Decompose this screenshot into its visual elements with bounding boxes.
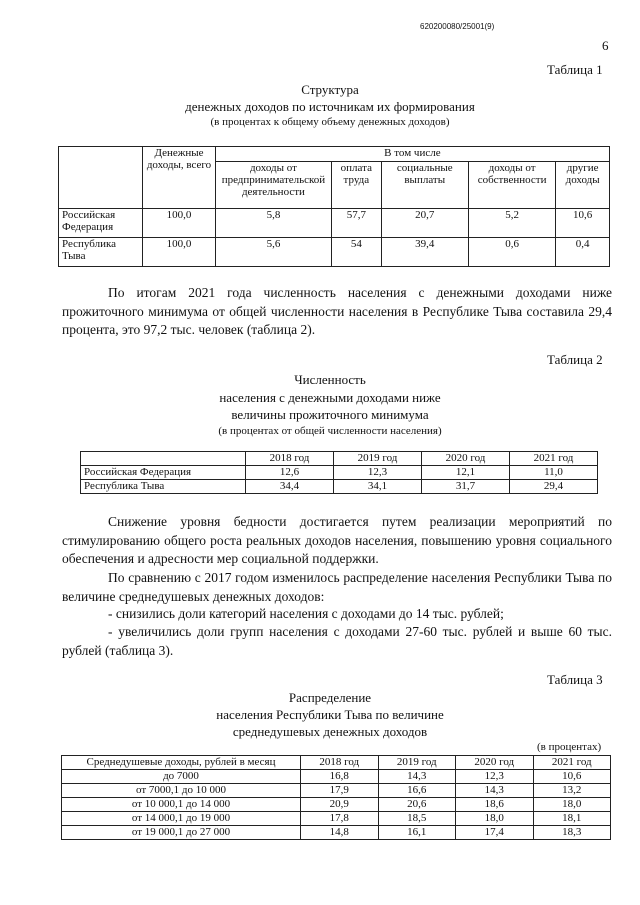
table1-cell: 54 [332,238,381,267]
table3-cell: 13,2 [533,784,611,798]
table1-subcol: доходы от собственности [468,162,555,209]
table3-row-name: от 10 000,1 до 14 000 [62,798,301,812]
table3-cell: 16,6 [378,784,456,798]
table2-cell: 12,6 [246,466,334,480]
table1-row-name: Республика Тыва [59,238,143,267]
table3-cell: 12,3 [456,770,534,784]
table3-row-name: от 14 000,1 до 19 000 [62,812,301,826]
table1-title: Структура [301,82,359,97]
table1-cell: 5,8 [215,209,331,238]
table3-cell: 18,1 [533,812,611,826]
table2-cell: 11,0 [510,466,598,480]
table3-cell: 14,3 [456,784,534,798]
table3-cell: 17,4 [456,826,534,840]
table3-cell: 20,9 [301,798,379,812]
table2-row-name: Республика Тыва [81,480,246,494]
table1-cell: 100,0 [143,238,216,267]
table2-cell: 12,3 [334,466,422,480]
table3-cell: 10,6 [533,770,611,784]
table1-row-name: Российская Федерация [59,209,143,238]
table3-row-name: от 19 000,1 до 27 000 [62,826,301,840]
paragraph-3: По сравнению с 2017 годом изменилось распределение населения Республики Тыва по величине среднедушевых денежных доходов: [62,570,612,604]
table3-year-header: 2021 год [533,756,611,770]
table1-subcol: социальные выплаты [381,162,468,209]
table3-cell: 20,6 [378,798,456,812]
table1-subcol: другие доходы [556,162,610,209]
table1-cell: 39,4 [381,238,468,267]
paragraph-2: Снижение уровня бедности достигается путем реализации мероприятий по стимулированию общего роста реальных доходов населения, повышению уровня социального обеспечения и адресности мер социальной поддержки. [62,514,612,566]
table3-subtitle-2: среднедушевых денежных доходов [232,724,428,739]
table3-row-name: от 7000,1 до 10 000 [62,784,301,798]
table1-cell: 57,7 [332,209,381,238]
table3 [61,755,611,840]
table1-cell: 5,2 [468,209,555,238]
paragraph-1: По итогам 2021 года численность населения с денежными доходами ниже прожиточного минимума от общей численности населения в Республике Тыва составила 29,4 процента, это 97,2 тыс. человек (таблица 2). [62,285,612,337]
table3-col-header: Среднедушевые доходы, рублей в месяц [62,756,301,770]
table3-year-header: 2020 год [456,756,534,770]
table3-cell: 16,1 [378,826,456,840]
table3-year-header: 2019 год [378,756,456,770]
table2-year-header: 2021 год [510,452,598,466]
table1-cell: 20,7 [381,209,468,238]
table2-cell: 12,1 [422,466,510,480]
bullet-2: - увеличились доли групп населения с доходами 27-60 тыс. рублей и выше 60 тыс. рублей (таблица 3). [62,624,612,658]
table2-corner [81,452,246,466]
table3-row-name: до 7000 [62,770,301,784]
table3-cell: 17,8 [301,812,379,826]
page-number: 6 [602,38,609,53]
table2-row-name: Российская Федерация [81,466,246,480]
table1-cell: 0,6 [468,238,555,267]
table3-cell: 14,8 [301,826,379,840]
table3-cell: 18,3 [533,826,611,840]
table2-subtitle-1: населения с денежными доходами ниже [219,390,441,405]
table1-col-total: Денежные доходы, всего [143,147,216,209]
table1 [58,146,610,267]
table3-note: (в процентах) [537,741,602,753]
table1-subcol: оплата труда [332,162,381,209]
table1-note: (в процентах к общему объему денежных доходов) [210,116,450,128]
table2-cell: 34,4 [246,480,334,494]
table3-subtitle-1: населения Республики Тыва по величине [216,707,444,722]
table2-cell: 29,4 [510,480,598,494]
table2-title: Численность [294,372,366,387]
table1-corner [59,147,143,209]
table1-cell: 10,6 [556,209,610,238]
table2-cell: 31,7 [422,480,510,494]
table1-subcol: доходы от предпринимательской деятельности [215,162,331,209]
table2-subtitle-2: величины прожиточного минимума [231,407,429,422]
table3-cell: 18,6 [456,798,534,812]
table1-group-header: В том числе [215,147,609,162]
table2-year-header: 2019 год [334,452,422,466]
table2-label: Таблица 2 [547,352,603,367]
table1-cell: 5,6 [215,238,331,267]
table3-cell: 17,9 [301,784,379,798]
bullet-1: - снизились доли категорий населения с доходами до 14 тыс. рублей; [108,606,504,621]
table1-cell: 0,4 [556,238,610,267]
table3-title: Распределение [288,690,372,705]
table2-year-header: 2020 год [422,452,510,466]
table3-cell: 18,5 [378,812,456,826]
table2 [80,451,598,494]
table3-cell: 18,0 [533,798,611,812]
table2-year-header: 2018 год [246,452,334,466]
table1-cell: 100,0 [143,209,216,238]
table3-label: Таблица 3 [547,672,603,687]
table3-cell: 16,8 [301,770,379,784]
table2-note: (в процентах от общей численности населения) [218,425,442,437]
table2-cell: 34,1 [334,480,422,494]
table1-label: Таблица 1 [547,62,603,77]
table3-cell: 18,0 [456,812,534,826]
table3-year-header: 2018 год [301,756,379,770]
document-id: 620200080/25001(9) [420,22,495,31]
table1-subtitle: денежных доходов по источникам их формирования [185,99,475,114]
table3-cell: 14,3 [378,770,456,784]
